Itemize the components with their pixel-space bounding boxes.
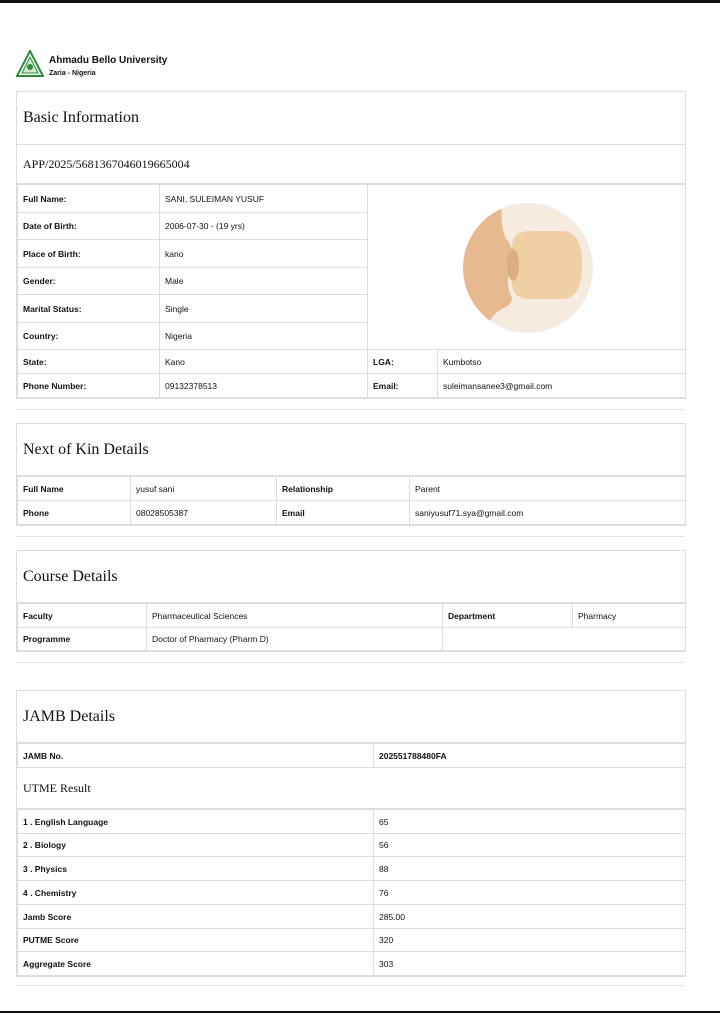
result-label: Jamb Score [18, 905, 374, 929]
result-label: 3 . Physics [18, 857, 374, 881]
divider [16, 985, 684, 986]
next-of-kin-title: Next of Kin Details [17, 424, 685, 476]
kin-phone-label: Phone [18, 501, 131, 525]
result-value: 285.00 [374, 905, 686, 929]
country-value: Nigeria [160, 323, 368, 350]
email-label: Email: [368, 374, 438, 398]
kin-relationship-value: Parent [410, 477, 686, 501]
utme-result-title: UTME Result [17, 768, 685, 809]
result-label: 1 . English Language [18, 810, 374, 834]
faculty-label: Faculty [18, 604, 147, 628]
application-number: APP/2025/5681367046019665004 [17, 145, 685, 184]
result-label: Aggregate Score [18, 952, 374, 976]
full-name-label: Full Name: [18, 185, 160, 213]
table-row [18, 604, 686, 628]
programme-label: Programme [18, 628, 147, 651]
jamb-number-table [17, 743, 686, 768]
utme-result-table [17, 809, 686, 976]
top-border [0, 0, 720, 3]
faculty-value: Pharmaceutical Sciences [147, 604, 443, 628]
table-row [18, 185, 686, 213]
state-value: Kano [160, 350, 368, 374]
kin-full-name-value: yusuf sani [131, 477, 277, 501]
kin-full-name-label: Full Name [18, 477, 131, 501]
result-label: 4 . Chemistry [18, 881, 374, 905]
programme-value: Doctor of Pharmacy (Pharm D) [147, 628, 443, 651]
divider [16, 409, 684, 410]
divider [16, 662, 684, 663]
table-row [18, 501, 686, 525]
result-label: PUTME Score [18, 929, 374, 952]
table-row [18, 929, 686, 952]
jamb-details-title: JAMB Details [17, 691, 685, 743]
result-value: 76 [374, 881, 686, 905]
lga-label: LGA: [368, 350, 438, 374]
result-value: 88 [374, 857, 686, 881]
university-logo-icon [16, 50, 44, 78]
table-row [18, 744, 686, 768]
result-value: 320 [374, 929, 686, 952]
dob-label: Date of Birth: [18, 213, 160, 240]
basic-information-section [16, 91, 686, 399]
table-row [18, 952, 686, 976]
kin-relationship-label: Relationship [277, 477, 410, 501]
kin-email-label: Email [277, 501, 410, 525]
department-label: Department [443, 604, 573, 628]
basic-info-table [17, 184, 686, 398]
bottom-border [0, 1011, 720, 1013]
place-of-birth-value: kano [160, 240, 368, 268]
dob-value: 2006-07-30 - (19 yrs) [160, 213, 368, 240]
result-value: 65 [374, 810, 686, 834]
state-label: State: [18, 350, 160, 374]
place-of-birth-label: Place of Birth: [18, 240, 160, 268]
table-row [18, 905, 686, 929]
table-row [18, 477, 686, 501]
kin-email-value: saniyusuf71.sya@gmail.com [410, 501, 686, 525]
photo-cell [368, 185, 686, 350]
table-row [18, 350, 686, 374]
result-label: 2 . Biology [18, 834, 374, 857]
course-details-section [16, 550, 686, 652]
gender-label: Gender: [18, 268, 160, 295]
table-row [18, 881, 686, 905]
table-row [18, 374, 686, 398]
table-row [18, 628, 686, 651]
jamb-details-section [16, 690, 686, 977]
phone-label: Phone Number: [18, 374, 160, 398]
jamb-no-value: 202551788480FA [374, 744, 686, 768]
country-label: Country: [18, 323, 160, 350]
next-of-kin-table [17, 476, 686, 525]
table-row [18, 834, 686, 857]
department-value: Pharmacy [573, 604, 686, 628]
lga-value: Kumbotso [438, 350, 686, 374]
gender-value: Male [160, 268, 368, 295]
result-value: 303 [374, 952, 686, 976]
university-name: Ahmadu Bello University [49, 55, 168, 66]
full-name-value: SANI, SULEIMAN YUSUF [160, 185, 368, 213]
jamb-no-label: JAMB No. [18, 744, 374, 768]
phone-value: 09132378513 [160, 374, 368, 398]
university-location: Zaria - Nigeria [49, 70, 96, 77]
basic-information-title: Basic Information [17, 92, 685, 145]
course-details-title: Course Details [17, 551, 685, 603]
empty-cell [443, 628, 686, 651]
email-value: suleimansanee3@gmail.com [438, 374, 686, 398]
divider [16, 536, 684, 537]
course-details-table [17, 603, 686, 651]
kin-phone-value: 08028505387 [131, 501, 277, 525]
marital-status-value: Single [160, 295, 368, 323]
marital-status-label: Marital Status: [18, 295, 160, 323]
next-of-kin-section [16, 423, 686, 526]
applicant-avatar-icon [450, 203, 606, 333]
result-value: 56 [374, 834, 686, 857]
table-row [18, 810, 686, 834]
table-row [18, 857, 686, 881]
